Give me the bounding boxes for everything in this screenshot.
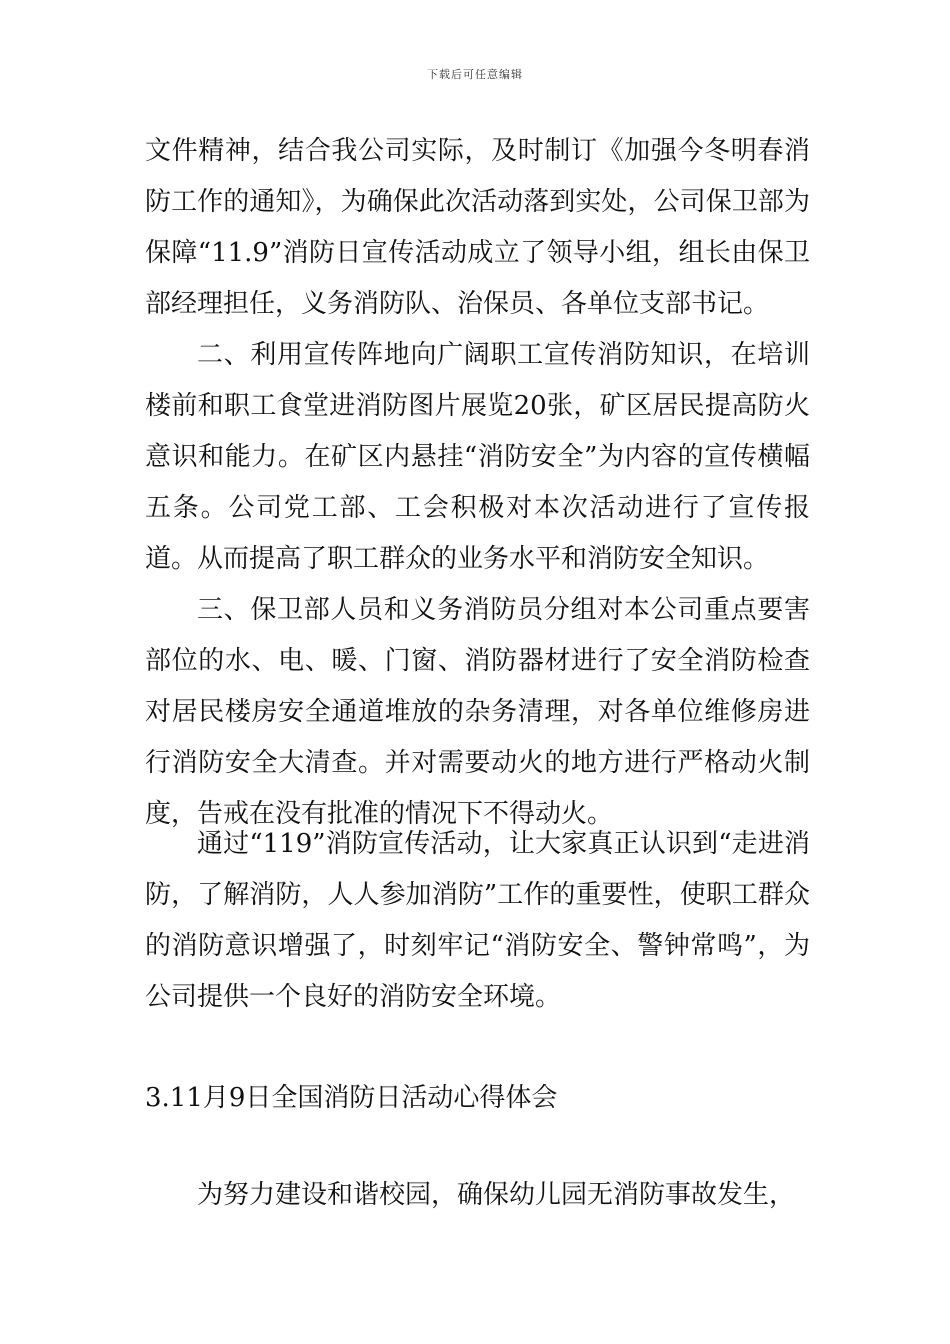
paragraph-4: 通过“119”消防宣传活动，让大家真正认识到“走进消防，了解消防，人人参加消防”工作的重要性，使职工群众的消防意识增强了，时刻牢记“消防安全、警钟常鸣”，为公司提供一个良好的消防安全环境。	[145, 829, 810, 1012]
header-note: 下载后可任意编辑	[427, 68, 523, 81]
paragraph-2: 二、利用宣传阵地向广阔职工宣传消防知识，在培训楼前和职工食堂进消防图片展览20张，矿区居民提高防火意识和能力。在矿区内悬挂“消防安全”为内容的宣传横幅五条。公司党工部、工会积极对本次活动进行了宣传报道。从而提高了职工群众的业务水平和消防安全知识。	[145, 340, 810, 574]
paragraph-5: 为努力建设和谐校园，确保幼儿园无消防事故发生，	[197, 1180, 796, 1210]
paragraph-1: 文件精神，结合我公司实际，及时制订《加强今冬明春消防工作的通知》，为确保此次活动落到实处，公司保卫部为保障“11.9”消防日宣传活动成立了领导小组，组长由保卫部经理担任，义务消防队、治保员、各单位支部书记。	[145, 136, 810, 319]
paragraph-3: 三、保卫部人员和义务消防员分组对本公司重点要害部位的水、电、暖、门窗、消防器材进行了安全消防检查对居民楼房安全通道堆放的杂务清理，对各单位维修房进行消防安全大清查。并对需要动火的地方进行严格动火制度，告戒在没有批准的情况下不得动火。	[145, 595, 810, 829]
section-heading: 3.11月9日全国消防日活动心得体会	[145, 1083, 558, 1113]
